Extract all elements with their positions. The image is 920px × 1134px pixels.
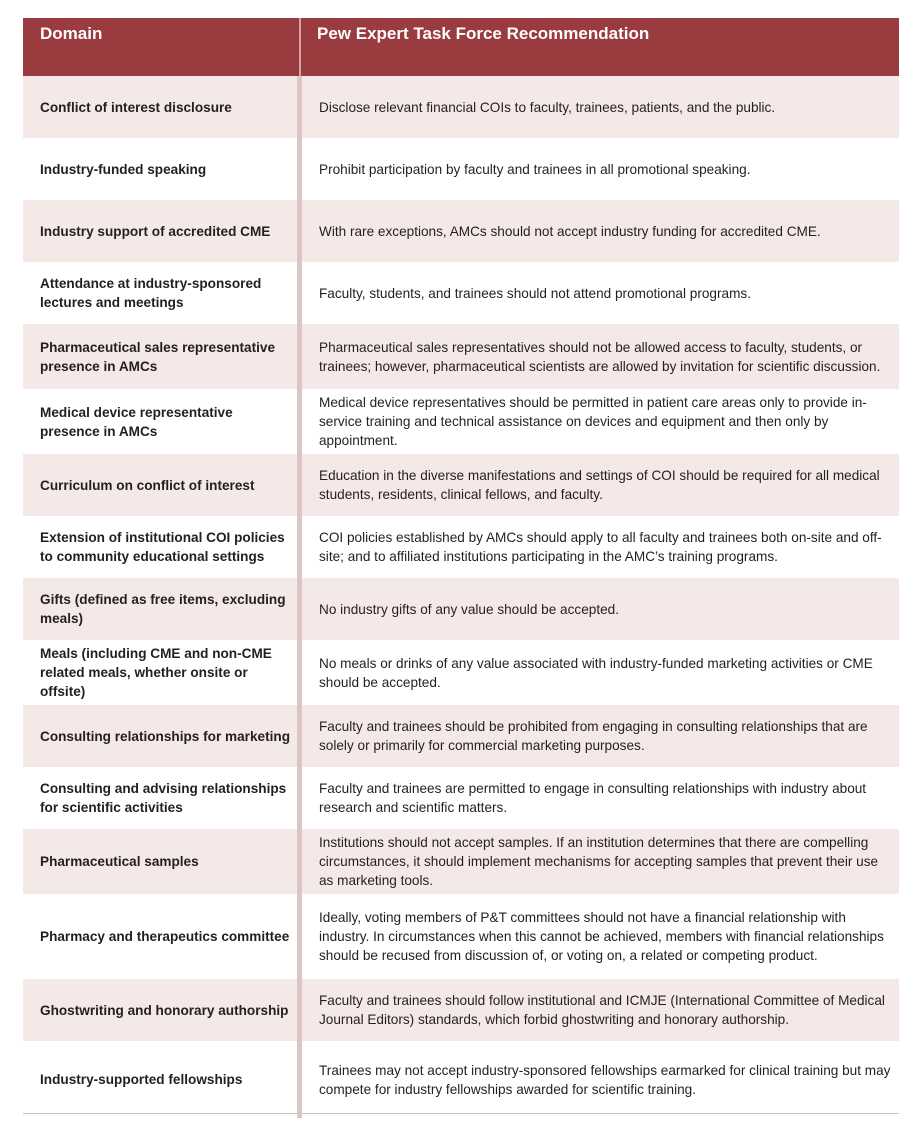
row-recommendation: Pharmaceutical sales representatives should not be allowed access to faculty, students, or trainees; however, pharmaceutical scientists are allowed by invitation for scientific discussion. xyxy=(319,339,881,374)
table-row xyxy=(23,640,899,705)
bottom-rule xyxy=(23,1113,899,1114)
row-recommendation: With rare exceptions, AMCs should not accept industry funding for accredited CME. xyxy=(319,223,821,239)
row-domain: Pharmacy and therapeutics committee xyxy=(40,929,290,944)
header-domain: Domain xyxy=(40,24,103,43)
table-row xyxy=(23,894,899,979)
row-domain: Extension of institutional COI policies to community educational settings xyxy=(40,530,285,564)
table-row xyxy=(23,516,899,578)
table-row xyxy=(23,324,899,389)
row-domain: Consulting and advising relationships for scientific activities xyxy=(40,781,287,815)
table-row xyxy=(23,829,899,894)
row-recommendation: No industry gifts of any value should be accepted. xyxy=(319,601,619,617)
recommendations-table xyxy=(23,18,899,1118)
row-recommendation: Faculty and trainees are permitted to engage in consulting relationships with industry about research and scientific matters. xyxy=(319,781,867,815)
row-domain: Ghostwriting and honorary authorship xyxy=(40,1002,289,1018)
row-recommendation: Institutions should not accept samples. If an institution determines that there are compelling circumstances, it should implement mechanisms for accepting samples that prevent their use as marketing tools. xyxy=(319,835,879,888)
table-row xyxy=(23,389,899,454)
row-recommendation: Faculty and trainees should follow institutional and ICMJE (International Committee of Medical Journal Editors) standards, which forbid ghostwriting and honorary authorship. xyxy=(319,993,885,1027)
row-domain: Industry support of accredited CME xyxy=(40,223,271,239)
row-recommendation: Medical device representatives should be permitted in patient care areas only to provide in-service training and technical assistance on devices and equipment and then only by appointment. xyxy=(319,395,867,448)
row-domain: Medical device representative presence in AMCs xyxy=(40,404,233,439)
table-row xyxy=(23,979,899,1041)
header-recommendation: Pew Expert Task Force Recommendation xyxy=(317,24,650,43)
table-body xyxy=(23,76,899,1118)
row-domain: Curriculum on conflict of interest xyxy=(40,477,255,493)
table-row xyxy=(23,76,899,138)
row-recommendation: Faculty and trainees should be prohibited from engaging in consulting relationships that are solely or primarily for commercial marketing purposes. xyxy=(319,719,868,753)
row-domain: Industry-funded speaking xyxy=(40,161,207,177)
row-recommendation: No meals or drinks of any value associated with industry-funded marketing activities or CME should be accepted. xyxy=(319,655,873,690)
row-domain: Consulting relationships for marketing xyxy=(40,728,290,744)
row-domain: Industry-supported fellowships xyxy=(40,1072,243,1087)
table-row xyxy=(23,578,899,640)
table-row xyxy=(23,1041,899,1118)
table-row xyxy=(23,200,899,262)
table-row xyxy=(23,262,899,324)
row-recommendation: COI policies established by AMCs should apply to all faculty and trainees both on-site and off-site; and to affiliated institutions participating in the AMC’s training programs. xyxy=(319,530,882,564)
table-row xyxy=(23,454,899,516)
row-recommendation: Ideally, voting members of P&T committees should not have a financial relationship with industry. In circumstances when this cannot be achieved, members with financial relationships should be recused from discussion of, or voting on, a related or competing product. xyxy=(319,910,884,963)
table-header xyxy=(23,18,899,76)
header-divider xyxy=(299,18,301,76)
row-domain: Meals (including CME and non-CME related meals, whether onsite or offsite) xyxy=(40,646,272,699)
table-row xyxy=(23,705,899,767)
table-row xyxy=(23,767,899,829)
row-recommendation: Disclose relevant financial COIs to faculty, trainees, patients, and the public. xyxy=(319,99,776,115)
row-recommendation: Education in the diverse manifestations and settings of COI should be required for all medical students, residents, clinical fellows, and faculty. xyxy=(319,468,880,502)
column-divider xyxy=(297,76,302,1118)
row-recommendation: Prohibit participation by faculty and trainees in all promotional speaking. xyxy=(319,161,751,177)
table-row xyxy=(23,138,899,200)
row-domain: Conflict of interest disclosure xyxy=(40,99,232,115)
row-recommendation: Faculty, students, and trainees should not attend promotional programs. xyxy=(319,285,751,301)
row-domain: Pharmaceutical samples xyxy=(40,854,199,869)
row-recommendation: Trainees may not accept industry-sponsored fellowships earmarked for clinical training but may compete for industry fellowships awarded for scientific training. xyxy=(319,1062,891,1097)
row-domain: Pharmaceutical sales representative presence in AMCs xyxy=(40,339,276,374)
row-domain: Attendance at industry-sponsored lectures and meetings xyxy=(40,276,262,310)
row-domain: Gifts (defined as free items, excluding meals) xyxy=(40,592,286,626)
